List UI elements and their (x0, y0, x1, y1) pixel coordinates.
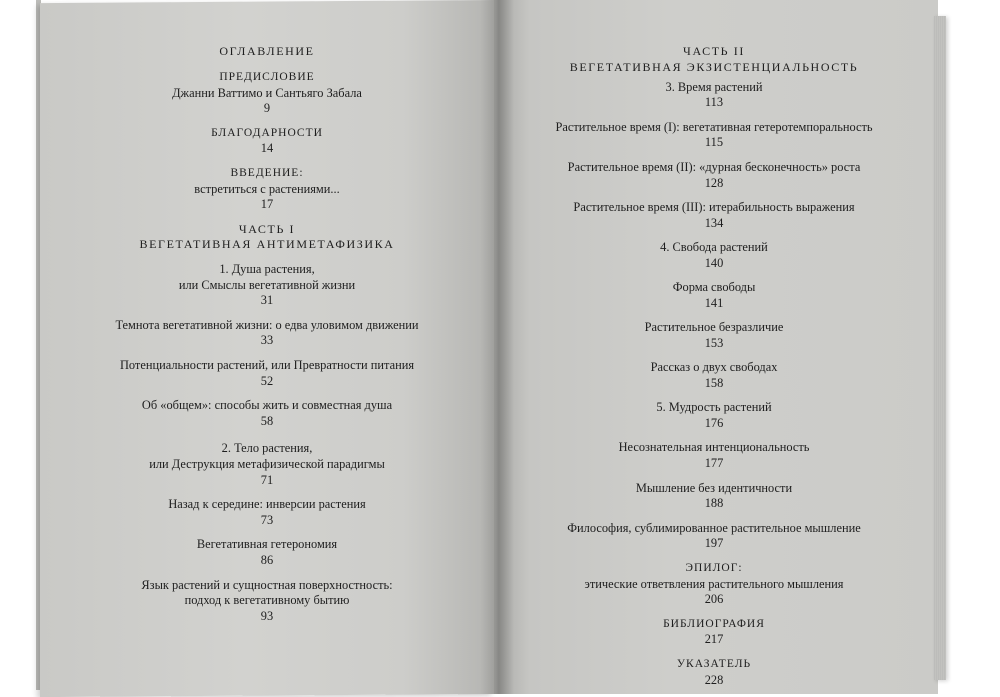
page-number: 153 (704, 335, 724, 350)
toc-entry (514, 440, 914, 472)
page-number: 86 (260, 553, 274, 568)
page-number: 128 (704, 175, 724, 190)
toc-entry (514, 360, 914, 392)
entry-line: Об «общем»: способы жить и совместная душа (141, 397, 393, 412)
left-toc (40, 44, 494, 633)
page-number: 31 (260, 293, 274, 308)
toc-entry (40, 318, 494, 350)
entry-line: Мышление без идентичности (635, 480, 793, 495)
entry-line: Растительное время (II): «дурная бесконечность» роста (567, 159, 861, 174)
page-number: 17 (260, 197, 274, 212)
right-toc (514, 44, 914, 697)
toc-entry-chapter-5 (514, 400, 914, 432)
page-number: 176 (704, 416, 724, 431)
part-label: ЧАСТЬ II (683, 44, 745, 58)
toc-entry (514, 120, 914, 152)
entry-line: встретиться с растениями... (194, 181, 340, 196)
entry-line: или Смыслы вегетативной жизни (178, 277, 356, 292)
entry-line: Потенциальности растений, или Превратности питания (119, 357, 415, 372)
toc-entry (514, 481, 914, 513)
entry-line: ЭПИЛОГ: (685, 561, 743, 574)
toc-heading: ОГЛАВЛЕНИЕ (219, 44, 315, 58)
page-number: 73 (260, 513, 274, 528)
part-title: ВЕГЕТАТИВНАЯ ЭКЗИСТЕНЦИАЛЬНОСТЬ (569, 59, 859, 74)
toc-entry (514, 200, 914, 232)
entry-line: Назад к середине: инверсии растения (168, 497, 366, 512)
part-label: ЧАСТЬ I (238, 221, 296, 236)
page-number: 177 (704, 456, 724, 471)
toc-entry-bibliography (514, 617, 914, 649)
entry-line: 5. Мудрость растений (656, 400, 772, 415)
page-number: 158 (704, 376, 724, 391)
entry-line: БЛАГОДАРНОСТИ (211, 126, 323, 139)
entry-line: ПРЕДИСЛОВИЕ (219, 70, 315, 83)
toc-entry-chapter-2 (40, 441, 494, 488)
entry-line: БИБЛИОГРАФИЯ (663, 617, 765, 630)
entry-line: Форма свободы (672, 280, 756, 295)
toc-entry-introduction (40, 166, 494, 213)
page-number: 14 (260, 141, 274, 156)
toc-part-1 (40, 222, 494, 254)
toc-entry (40, 358, 494, 390)
part-title: ВЕГЕТАТИВНАЯ АНТИМЕТАФИЗИКА (139, 237, 395, 252)
toc-entry (514, 521, 914, 553)
page-number: 9 (263, 101, 271, 116)
page-number: 115 (704, 135, 724, 150)
entry-line: 3. Время растений (665, 79, 763, 94)
entry-line: Темнота вегетативной жизни: о едва уловимом движении (115, 317, 419, 332)
page-number: 228 (704, 672, 724, 687)
page-number: 134 (704, 215, 724, 230)
page-number: 52 (260, 373, 274, 388)
toc-entry (40, 578, 494, 625)
toc-entry-chapter-4 (514, 240, 914, 272)
toc-entry-preface (40, 70, 494, 117)
entry-line: подход к вегетативному бытию (184, 593, 350, 608)
toc-entry (40, 398, 494, 430)
toc-entry (40, 537, 494, 569)
page-number: 113 (704, 95, 724, 110)
page-number: 58 (260, 413, 274, 428)
toc-entry-index (514, 657, 914, 689)
page-number: 71 (260, 473, 274, 488)
entry-line: этические ответвления растительного мышления (584, 576, 844, 591)
page-number: 140 (704, 255, 724, 270)
entry-line: Философия, сублимированное растительное мышление (567, 520, 861, 535)
page-number: 33 (260, 333, 274, 348)
entry-line: или Деструкция метафизической парадигмы (149, 457, 385, 472)
entry-line: УКАЗАТЕЛЬ (676, 657, 752, 670)
toc-entry (514, 320, 914, 352)
entry-line: 2. Тело растения, (221, 441, 313, 456)
entry-line: 4. Свобода растений (660, 239, 768, 254)
page-number: 197 (704, 536, 724, 551)
entry-line: Растительное время (I): вегетативная гетеротемпоральность (555, 119, 873, 134)
toc-entry-acknowledgements (40, 126, 494, 158)
page-number: 141 (704, 295, 724, 310)
toc-entry (40, 497, 494, 529)
toc-entry (514, 160, 914, 192)
entry-line: ВВЕДЕНИЕ: (230, 166, 304, 179)
toc-part-2 (514, 44, 914, 76)
entry-line: 1. Душа растения, (219, 261, 315, 276)
toc-entry-chapter-3 (514, 80, 914, 112)
entry-line: Джанни Ваттимо и Сантьяго Забала (172, 85, 362, 100)
page-number: 217 (704, 632, 724, 647)
entry-line: Растительное время (III): итерабильность выражения (573, 199, 855, 214)
right-page-edges (934, 16, 946, 680)
entry-line: Рассказ о двух свободах (650, 360, 778, 375)
entry-line: Несознательная интенциональность (618, 440, 810, 455)
page-number: 188 (704, 496, 724, 511)
toc-entry (514, 280, 914, 312)
entry-line: Растительное безразличие (644, 320, 784, 335)
toc-entry-epilogue (514, 561, 914, 608)
toc-entry-chapter-1 (40, 262, 494, 309)
entry-line: Вегетативная гетерономия (196, 537, 338, 552)
entry-line: Язык растений и сущностная поверхностность: (141, 577, 393, 592)
page-number: 206 (704, 592, 724, 607)
page-number: 93 (260, 609, 274, 624)
